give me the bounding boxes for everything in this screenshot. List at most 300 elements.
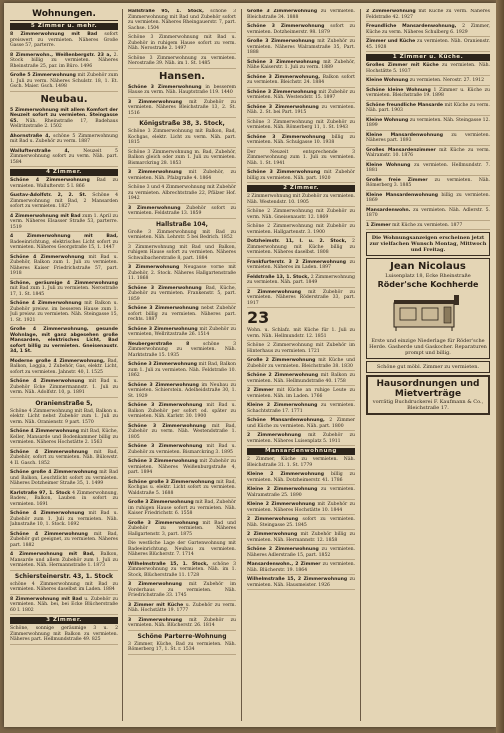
ad-body: Schöne 2 Zimmerwohnung mit Zubehör im Hinterhaus zu vermieten. 1721 — [247, 343, 355, 354]
ad-list — [10, 32, 118, 92]
ad-headline: Mansardenwohn., 2 Zimmer — [247, 562, 321, 567]
ad-body: mit Zubehör zu vermieten. Näh. Blücherstr. 26. 1814 — [128, 617, 236, 628]
ad-headline: Großes Mansardenzimmer — [366, 147, 436, 153]
ad-headline: Schöne 3 Zimmerwohnung — [247, 134, 326, 140]
ad-body: Balkon sofort zu vermieten. Bleichstr. 24. 1884 — [247, 74, 355, 85]
ad-body: Die westliche Lage der Gartenwohnung mit Badeeinrichtung. Neubau zu vermieten. Näheres Blücherstr. 7. 1714 — [128, 541, 236, 557]
ad-list — [10, 582, 118, 616]
section-header: Wohnungen. — [10, 9, 118, 21]
ad-headline: Mansardenwohn. — [366, 207, 411, 213]
classified-ad — [247, 290, 355, 309]
classified-ad — [10, 491, 118, 510]
classified-ad — [128, 9, 236, 33]
footer-title: Hausordnungen und Mietverträge — [376, 378, 480, 399]
ad-body: sofort preiswert zu vermieten. Näheres Große Gasse 57, parterre. — [10, 32, 118, 48]
ad-headline: Karlstraße 97, 1. Stock — [10, 490, 71, 496]
ad-headline: Schöne 3 Zimmerwohnung, — [247, 74, 320, 80]
classified-ad — [128, 306, 236, 325]
ad-body: 1 Zimmer u. Küche zu vermieten. Bleichstraße 19. 1898 — [366, 87, 490, 98]
ad-headline: Schöne 4 Zimmerwohnung — [10, 379, 85, 384]
classified-ad — [10, 532, 118, 551]
ad-body: mit Küche und Zubehör zu vermieten. Bleichstraße 38. 1830 — [247, 358, 355, 369]
ad-body: billig zu vermieten. Näh. Schulgasse 10. 1938 — [247, 134, 355, 145]
classified-ad — [128, 56, 236, 69]
ad-headline: Schöne 3 Zimmerwohnung — [247, 170, 321, 175]
column-4 — [366, 9, 490, 721]
classified-ad — [247, 388, 355, 401]
classified-ad — [128, 230, 236, 243]
ad-body: Balkon, Mansarde und allem Zubehör zum 1. Juli zu vermieten. Näh. Hermannstraße 1. 1873 — [10, 552, 118, 568]
ad-body: mit Küche zu verm. Näheres Feldstraße 42. 1927 — [366, 9, 490, 20]
classified-ad — [10, 301, 118, 325]
ad-headline: Gustav-Adolfstr. 2, 2. St. — [10, 193, 87, 198]
ad-headline: 5 Zimmerwohnung mit allem Komfort der Neuzeit sofort zu vermieten. Steingasse 65. — [10, 107, 118, 124]
ad-body: schöne 4 Zimmerwohnung mit Bad zu vermieten. Näheres daselbst im Laden. 1884 — [10, 581, 118, 592]
ad-body: schöne 5 Zimmerwohnung mit Bad u. Zubehör zu verm. 1887 — [10, 133, 118, 144]
classified-ad — [366, 133, 490, 146]
ad-body: Schöne, sonnige geräumige 3 u. 2 Zimmerwohnung mit Balkon zu vermieten. Näheres part. Hellmundstraße 49. 825 — [10, 626, 118, 642]
column-rule — [241, 9, 242, 721]
classified-ad — [247, 358, 355, 371]
classified-ad — [128, 245, 236, 264]
ad-body: mit Zubehör im Vorderhaus zu vermieten. Näh. Friedrichstraße 33. 1745 — [128, 582, 236, 598]
notice-text: Die Wohnungsanzeigen erscheinen jetzt zur vielfachen Wunsch Montag, Mittwoch und Freitag. — [369, 235, 487, 253]
category-bar: Mansardenwohnung — [247, 448, 355, 455]
classified-ad — [128, 603, 236, 616]
ad-body: mit Bad, Zubehör, sofort zu vermieten. Näh. Bülowstr. 4 II. Gasch. 1852 — [10, 449, 118, 466]
classified-ad — [128, 500, 236, 519]
ad-body: mit Bad, Zubehör zu verm. Näh. Westendstraße 1. 1805 — [128, 423, 236, 440]
ad-body: sofort zu vermieten. Näh. Steingasse 25. 1845 — [247, 517, 355, 528]
ad-body: zu vermieten. Näh. 2. St. bei Part. 1915 — [247, 104, 355, 115]
ad-body: schöne 3 Zimmerwohnung zu vermieten. Näh. Marktstraße 15. 1935 — [128, 341, 236, 358]
ad-body: 2 Zimmerwohnung mit Küche billig zu vermieten. Näheres daselbst. 1808 — [247, 239, 355, 255]
classified-ad — [10, 470, 118, 489]
ad-headline: 8 Zimmerwohnung mit Bad — [10, 32, 98, 37]
ad-headline: Schöne 2 Zimmerwohnung — [247, 547, 319, 552]
ad-headline: Schöne 3 Zimmerwohnung — [128, 459, 198, 464]
ad-headline: Große 4 Zimmerwohnung, gesunde Wohnlage, mit ganz abgesehen große Mansarden, elektrisches Licht, Bad sofort billig zu vermieten. Gneisenaustr. 34, 1 St. — [10, 327, 118, 354]
classified-ad — [128, 206, 236, 219]
category-bar: 2 Zimmer. — [247, 185, 355, 192]
ad-headline: 3 Zimmerwohnung — [128, 170, 182, 175]
classified-ad — [247, 343, 355, 356]
classified-ad — [128, 85, 236, 98]
ad-headline: 3 Zimmer mit Küche — [128, 602, 184, 608]
ad-headline: Kleine 2 Zimmerwohnung — [247, 487, 318, 492]
ad-body: mit Zubehör zu vermieten. Näheres Hochstätte 10. 1844 — [247, 502, 355, 513]
column-1 — [10, 9, 118, 721]
ad-headline: Schöne große 3 Zimmerwohnung — [128, 479, 215, 485]
ad-headline: Schöne 2 Zimmerwohnung — [247, 373, 319, 378]
ad-body: 2 Zimmer, Küche zu verm. Näheres Schulberg 6. 1929 — [366, 24, 490, 35]
ad-body: Schöne 3 Zimmerwohnung m. Bad, Zubehör, Balkon gleich oder zum 1. Juli zu vermieten. Bismarckring 28. 1853 — [128, 149, 236, 166]
ad-body: Schöne 3 Zimmerwohnung mit Balkon, Bad, Kochgas, elektr. Licht zu verm. Näh. part. 1815 — [128, 129, 236, 145]
ad-headline: Schöne 3 Zimmerwohnung — [247, 104, 319, 110]
classified-ad — [128, 424, 236, 443]
ad-body: zu vermieten. Näh. Steingasse 12. 1899 — [366, 117, 490, 128]
classified-ad — [247, 209, 355, 222]
ad-headline: Schöne 4 Zimmerwohnung — [10, 429, 80, 434]
category-bar: 3 Zimmer. — [10, 617, 118, 624]
classified-ad — [128, 362, 236, 381]
ad-body: Schöne 3 Zimmerwohnung mit Zubehör zu vermieten. Näh. Römerberg 11, 1. St. 1943 — [247, 119, 355, 130]
ad-headline: Schöne 3 Zimmerwohnung — [128, 285, 202, 291]
classified-ad — [128, 562, 236, 581]
ad-headline: Große 5 Zimmerwohnung — [10, 73, 76, 78]
classified-ad — [10, 597, 118, 616]
ad-headline: Große 3 Zimmerwohnung — [247, 39, 315, 44]
ad-body: zu vermieten. Bleichstraße 34. 1888 — [247, 9, 355, 20]
classified-ad — [10, 149, 118, 168]
ad-headline: 4 Zimmerwohnung mit Bad, — [10, 552, 95, 557]
ad-headline: 8 Zimmerwohn., Weißenbergstr. 23 a, — [10, 52, 112, 58]
classified-ad — [128, 444, 236, 457]
ad-headline: Wallufterstraße 4, — [10, 148, 70, 154]
classified-ad — [366, 78, 490, 86]
classified-ad — [10, 73, 118, 92]
footer-advertisement — [366, 375, 490, 415]
ad-headline: 3 Zimmerwohnung — [128, 205, 181, 211]
ad-body: mit Zubehör zu vermieten. Näh. Westendstr. 15. 1897 — [247, 89, 355, 100]
classified-ad — [10, 327, 118, 357]
classified-ad — [128, 286, 236, 305]
advertiser-address: Luisenplatz 18, Ecke Rheinstraße — [385, 273, 471, 279]
ad-headline: Große 3 Zimmerwohnung — [128, 520, 199, 526]
ad-body: Zubehör sofort zu vermieten. Feldstraße 13. 1859 — [128, 205, 236, 216]
ad-headline: Schöne 3 Zimmerwohnung — [128, 403, 203, 408]
small-advertisement — [366, 361, 490, 373]
product-name: Röder'sche Kochherde — [377, 280, 479, 289]
ad-body: zu vermieten. Näh. Römerberg 3. 1885 — [366, 177, 490, 188]
ad-headline: Große 3 Zimmerwohnung — [247, 9, 318, 14]
ad-list — [247, 194, 355, 308]
classified-ad — [10, 511, 118, 530]
category-bar: 1 Zimmer u. Küche. — [366, 54, 490, 61]
ad-headline: Kleine Wohnung — [366, 78, 409, 83]
classified-ad — [366, 9, 490, 22]
ad-body: zu vermieten. Hellmundstr. 7. 1881 — [366, 162, 490, 173]
ad-headline: Zimmer und Küche — [366, 39, 416, 44]
ad-headline: Schöne 3 Zimmerwohnung — [128, 423, 206, 429]
classified-ad — [247, 502, 355, 515]
advertiser-name: Jean Nicolaus — [390, 261, 466, 272]
ad-body: 2 Zimmerwohnung mit Zubehör zu vermieten. Näh. Westendstr. 10. 1905 — [247, 194, 355, 205]
ad-headline: Wilhelmstraße 15, 1. Stock, — [128, 561, 209, 567]
ad-body: u. Zubehör zu verm. Näh. Hochstätte 19. 1777 — [128, 602, 236, 613]
ad-headline: 2 Zimmerwohnung — [247, 433, 302, 438]
ad-headline: Schöne 3 Zimmerwohnung — [247, 24, 325, 29]
classified-ad — [128, 521, 236, 540]
ad-body: Neugasse vorne mit Zubehör, 2. Stock. Näheres Hallgartenstraße 11. 1868 — [128, 265, 236, 281]
ad-headline: Große 3 Zimmerwohnung — [128, 500, 194, 505]
column-rule — [360, 9, 361, 721]
ad-list — [128, 9, 236, 69]
ad-body: zu vermieten. Näheres Adlerstraße 15, part. 1852 — [247, 547, 355, 558]
ad-body: mit Bad u. Zubehör Ecke Zimmermannstr. 1. Juli zu verm. Näh. Adolfstr. 10, p. 1891 — [10, 379, 118, 395]
ad-list — [10, 409, 118, 571]
ad-headline: Schöne Mansardenwohnung, — [247, 418, 325, 423]
ad-body: mit Küche zu verm. Walramstr. 10. 1876 — [366, 147, 490, 158]
ad-headline: Kleine Wohnung — [366, 117, 409, 123]
ad-headline: Schöne, geräumige 4 Zimmerwohnung — [10, 280, 118, 286]
ad-list — [247, 328, 355, 446]
ad-headline: Schöne 3 Zimmerwohnung — [128, 382, 199, 388]
column-rule — [122, 9, 123, 721]
classified-ad — [128, 383, 236, 402]
ad-text: Schöne gut möbl. Zimmer zu vermieten. — [376, 363, 480, 370]
classified-ad — [128, 129, 236, 148]
ad-body: Bad, Balkon, Loggia, 2 Zubehör, Gas, elektr. Licht, sofort zu vermieten. Jahnstr. 40, I. 1525 — [10, 358, 118, 375]
newspaper-page — [4, 3, 496, 727]
ad-body: u. Zubehör zu vermieten. Näh. bei, bei Ecke Blücherstraße 60 I. 1802 — [10, 596, 118, 613]
ad-body: mit Zubehör zu vermieten. Näheres Röderstraße 33, part. 1917 — [247, 289, 355, 306]
classified-ad — [10, 108, 118, 132]
ad-body: mit Bad, Kochgas u. elektr. Licht sofort zu vermieten. Waldstraße 5. 1688 — [128, 479, 236, 496]
ad-body: zu vermieten. Näh. Hochstätte 5. 1937 — [366, 63, 490, 74]
ad-headline: 2 Zimmerwohnung — [247, 532, 298, 537]
ad-body: mit Bad u. Zubehör zum 1. Juli zu vermieten. Näh. Jahnstraße 10, 1. Stock. 1692 — [10, 511, 118, 527]
classified-ad — [366, 208, 490, 221]
classified-ad — [247, 577, 355, 590]
ad-body: zu vermieten. Näheres im Laden. 1897 — [247, 259, 355, 270]
classified-ad — [128, 35, 236, 54]
ad-headline: Schöne 3 Zimmerwohnung — [128, 306, 199, 311]
ad-body: nebst Zubehör sofort billig zu vermieten. Näheres part. rechts. 1887 — [128, 306, 236, 322]
ad-body: zu vermieten. Näh. Hausmeister. 1926 — [247, 577, 355, 588]
classified-ad — [247, 275, 355, 288]
ad-body: mit Bad und Balkon, Leuchtlicht sofort zu vermieten. Näheres Dotzheimer Straße 35, 1. 1499 — [10, 470, 118, 486]
classified-ad — [128, 150, 236, 169]
classified-ad — [247, 239, 355, 258]
ad-body: zu vermieten. Näh. Oranienstr. 45. 1928 — [366, 39, 490, 50]
ad-headline: Neubergerstraße 8 — [128, 341, 190, 347]
neubau-heading: Neubau. — [40, 93, 88, 105]
classified-ad — [247, 532, 355, 545]
classified-ad — [10, 32, 118, 51]
ad-body: zu vermieten. Nerostr. 27. 1912 — [409, 78, 485, 83]
classified-ad — [128, 459, 236, 478]
ad-body: mit Zubehör zu vermieten, Wellritzstraße 26. 1514 — [128, 326, 236, 337]
ad-body: im Neubau zu vermieten. Schierstein. Adelheidstraße 30, 1. St. 1929 — [128, 382, 236, 399]
classified-ad — [247, 170, 355, 183]
ad-headline: Ahornstraße 4, — [10, 133, 51, 139]
classified-ad — [366, 178, 490, 191]
ad-body: Näh. Rheinstraße 17, Badehaus Wellritzstraße 2. 1502 — [10, 118, 118, 129]
ad-headline: Freundliche Mansardenwohnung, — [366, 24, 457, 29]
ad-headline: 2 Zimmerwohnung — [366, 9, 416, 14]
binding-edge — [496, 0, 504, 733]
classified-ad — [128, 582, 236, 601]
ad-headline: 3 Zimmerwohnung — [128, 265, 180, 270]
subheading: Schiersteinerstr. 43, 1. Stock — [14, 572, 114, 580]
ad-headline: Schöne 4 Zimmerwohnung — [10, 449, 88, 455]
ad-body: mit Bad u. Zubehör zu vermieten. Bismarckring 3. 1895 — [128, 444, 236, 455]
classified-ad — [366, 118, 490, 131]
subheading: Hallstraße 104, — [156, 220, 208, 228]
ad-headline: 3 Zimmerwohnung — [128, 617, 183, 623]
classified-ad — [247, 105, 355, 118]
ad-list — [366, 63, 490, 230]
classified-ad — [247, 328, 355, 341]
ad-headline: Schöne 3 Zimmerwohnung — [247, 89, 317, 95]
ad-body: Schöne 3 Zimmerwohnung mit Bad u. Zubehör in ruhigem Hause sofort zu verm. Näh. Nerostraße 2. 1497 — [128, 35, 236, 51]
ad-body: Schöne 4 Zimmerwohnung mit Bad, 2 Mansarden sofort zu vermieten. 1827 — [10, 193, 118, 209]
ad-body: mit Zubehör zu vermieten. Näheres Luisenplatz 5. 1911 — [247, 433, 355, 444]
classified-ad — [10, 429, 118, 448]
ad-headline: Schöne 3 Zimmerwohnung — [128, 444, 203, 449]
ad-body: mit Zubehör zum 1. Juli zu verm. Näheres Schulstr. 18, 1. Et. Gsch. Maier. Gsch. 1498 — [10, 73, 118, 89]
category-bar: 4 Zimmer. — [10, 169, 118, 176]
subheading: Oranienstraße 5, — [35, 399, 93, 407]
ad-body: Schöne 3 und 4 Zimmerwohnung mit Zubehör zu vermieten. Albrechtstraße 22, Pfälzer Hof. 1942 — [128, 185, 236, 201]
classified-ad — [128, 327, 236, 340]
ad-list — [10, 178, 118, 398]
classified-ad — [128, 100, 236, 119]
subheading: Königstraße 38, 3. Stock, — [139, 120, 225, 127]
classified-ad — [366, 24, 490, 37]
classified-ad — [247, 24, 355, 37]
classified-ad — [247, 75, 355, 88]
classified-ad — [128, 342, 236, 361]
classified-ad — [247, 120, 355, 133]
ad-headline: Feldstraße 13, 1. Stock, — [247, 274, 310, 280]
ad-body: schöne 3 Zimmerwohnung zu vermieten. Näh. im 1. Stock, Blücherstraße 11. 1728 — [128, 561, 236, 578]
ad-body: zu vermieten. Näheres part. 1893 — [366, 132, 490, 143]
ad-headline: Moderne große 4 Zimmerwohnung, — [10, 358, 105, 364]
ad-headline: 2 Zimmerwohnung — [247, 517, 299, 522]
classified-ad — [247, 150, 355, 169]
column-2 — [128, 9, 236, 721]
classified-ad — [366, 193, 490, 206]
stove-illustration — [388, 293, 468, 333]
ad-headline: 4 Zimmerwohnung mit Bad, — [10, 234, 118, 239]
classified-ad — [366, 103, 490, 116]
ad-headline: Schöne 3 Zimmerwohnung — [128, 84, 202, 90]
ad-body: mit Zubehör zu vermieten. Näheres Walramstraße 35, Part. 1888 — [247, 39, 355, 55]
ad-body: mit Balkon u. Zubehör preisw. im besseren Hause zum 1. Juli preisw. zu vermieten. Näh. Steingasse 15, 1. St. 1921 — [10, 301, 118, 323]
ad-headline: Schöne 4 Zimmerwohnung — [10, 178, 90, 183]
big-number: 23 — [247, 308, 270, 327]
ad-headline: Kleine 2 Zimmerwohnung — [247, 502, 316, 507]
classified-ad — [247, 487, 355, 500]
classified-ad — [10, 193, 118, 212]
ad-headline: 3 Zimmerwohnung — [128, 99, 183, 105]
classified-ad — [247, 194, 355, 207]
classified-ad — [247, 60, 355, 73]
ad-headline: Große freie Zimmer — [366, 177, 428, 183]
ad-body: 2 Zimmer, Küche zu vermieten. Näh. Bleichstraße 31. 1. St. 1779 — [247, 457, 355, 468]
classified-ad — [128, 480, 236, 499]
ad-body: Wohn. u. Schlafz. mit Küche für 1. Juli zu verm. Näh. Hellmundstr. 12. 1851 — [247, 328, 355, 339]
ad-body: mit Balkon zu vermieten. Näh. Hellmundstraße 40. 1758 — [247, 373, 355, 384]
hansen-heading: Hansen. — [159, 70, 205, 82]
ad-body: 2 Zimmer und Küche zu vermieten. Näh. part. 1800 — [247, 418, 355, 429]
classified-ad — [10, 53, 118, 72]
classified-ad — [128, 618, 236, 631]
ad-body: 2. Stock billig zu vermieten. Näheres Rheinstraße 25, par. im Büro. 1496 — [10, 52, 118, 69]
classified-ad — [247, 39, 355, 58]
classified-ad — [247, 403, 355, 416]
column-3 — [247, 9, 355, 721]
classified-ad — [247, 547, 355, 560]
classified-ad — [366, 88, 490, 101]
ad-headline: 3 Zimmerwohnung — [128, 582, 182, 587]
ad-headline: Schöne 3 Zimmerwohnung — [128, 326, 198, 332]
ad-body: Große 3 Zimmerwohnung mit Bad zu vermieten. Näh. Lehrstr. 5 bei Bedrich. 1852 — [128, 229, 236, 240]
classified-ad — [247, 457, 355, 470]
ad-headline: Kleine 2 Zimmerwohnung — [247, 472, 325, 477]
classified-ad — [10, 409, 118, 428]
ad-body: mit Bad zum 1. Juli zu vermieten. Nerostraße 17, 1. St. 1845 — [10, 286, 118, 297]
classified-ad — [247, 224, 355, 237]
ad-headline: Schöne kleine Wohnung — [366, 87, 431, 93]
ad-body: billig zu vermieten. Näh. Dotzheimerstr. 41. 1786 — [247, 472, 355, 483]
ad-body: 3 Zimmerwohnung mit Bad und Balkon, ruhigem Hause sofort zu vermieten. Näheres Schwalbacherstraße 8, part. 1884 — [128, 244, 236, 261]
ad-headline: Kleine 2 Zimmerwohnung — [247, 403, 318, 408]
ad-body: Schöne 2 Zimmerwohnung mit Zubehör zu vermieten. Hallgartenstr. 3. 1900 — [247, 224, 355, 235]
ad-headline: Schöne große 4 Zimmerwohnung — [10, 470, 98, 475]
classified-ad — [366, 163, 490, 176]
classified-ad — [247, 260, 355, 273]
ad-headline: Schöne 4 Zimmerwohnung — [10, 301, 82, 306]
ad-body: zu vermieten. Walramstraße 25. 1890 — [247, 487, 355, 498]
classified-ad — [247, 433, 355, 446]
ad-body: mit Bad, Balkon zum 1. Juli zu vermieten. Näh. Feldstraße 10. 1862 — [128, 362, 236, 378]
ad-body: Der Neuzeit entsprechende 3 Zimmerwohnung zum 1. Juli zu vermieten. Näh. 1. St. 1941 — [247, 149, 355, 166]
subheading: Schöne Parterre-Wohnung — [137, 632, 227, 640]
ad-body: mit Bad u. Zubehör, Balkon zum 1. Juli zu vermieten. Näheres Kaiser Friedrichstraße 57, part. 1918 — [10, 254, 118, 276]
ad-body: mit Küche zu vermieten. 1877 — [392, 222, 463, 228]
ad-headline: 1 Zimmer — [366, 222, 391, 228]
ad-body-text: Erste und einzige Niederlage für Röder'sche Herde. Gasherde und Gaskocher. Reparaturen prompt und billig. — [369, 337, 487, 356]
ad-body: zu vermieten. Schachtstraße 17. 1771 — [247, 403, 355, 414]
ad-body: zu vermieten. Näh. Adlerstr. 5. 1870 — [366, 207, 490, 218]
ad-headline: Kleine Mansardenwohnung — [366, 132, 444, 138]
classified-ad — [128, 185, 236, 204]
footer-subtitle: vorrätig Buchdruckerei F. Kaufmann & Co., Bleichstraße 17. — [372, 398, 484, 411]
ad-body: schöne 3 Zimmerwohnung mit Bad und Zubehör sofort zu vermieten. Näheres Rheingauerstr. 7, part. Sachse. 1504 — [128, 9, 236, 31]
classified-ad — [366, 148, 490, 161]
classified-ad — [10, 214, 118, 233]
classified-ad — [247, 418, 355, 431]
ad-list — [10, 626, 118, 645]
ad-body: mit Zubehör zu vermieten. Näheres Weißenburgstraße 4, part. 1894 — [128, 459, 236, 475]
classified-ad — [247, 472, 355, 485]
ad-body: mit Zubehör zu vermieten. Näheres Bleichstraße 13, 2. St. 1516 — [128, 99, 236, 116]
classified-ad — [247, 90, 355, 103]
ad-body: Neuzeit 5 Zimmerwohnung sofort zu verm. Näh. part. 1584 — [10, 148, 118, 165]
ad-headline: Wilhelmstraße 15, 2 Zimmerwohnung — [247, 577, 348, 582]
ad-headline: Schöne 4 Zimmerwohnung — [10, 511, 85, 516]
classified-ad — [247, 9, 355, 22]
classified-ad — [247, 517, 355, 530]
classified-ad — [247, 562, 355, 575]
ad-list — [247, 457, 355, 590]
ad-body: mit Zubehör, Nähe Kaiserstr. 1. Juli zu verm. 1889 — [247, 59, 355, 70]
ad-list — [366, 9, 490, 52]
classified-ad — [10, 379, 118, 398]
classified-ad — [128, 403, 236, 422]
notice-box — [366, 232, 490, 256]
classified-ad — [10, 582, 118, 595]
ad-headline: Dotzheimstr. 11, I. u. 2. Stock, — [247, 239, 347, 244]
classified-ad — [128, 541, 236, 560]
ad-body: in besserem Hause zu verm. Näh. Hauptstraße 119. 1440 — [128, 84, 236, 95]
classified-ad — [10, 626, 118, 645]
classified-ad — [10, 134, 118, 147]
ad-body: Schöne 2 Zimmerwohnung mit Zubehör zu verm. Näh. Gneisenaustr. 12. 1869 — [247, 209, 355, 220]
